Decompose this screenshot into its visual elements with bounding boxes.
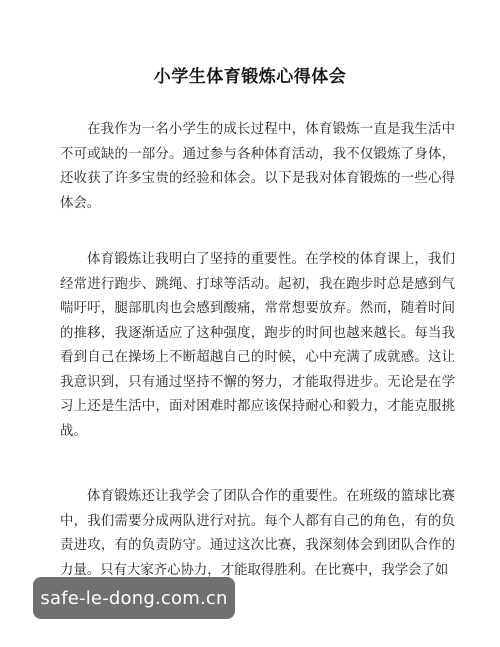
- paragraph-3: 体育锻炼还让我学会了团队合作的重要性。在班级的篮球比赛中，我们需要分成两队进行对抗。每个人都有自己的角色，有的负责进攻，有的负责防守。通过这次比赛，我深刻体会到团队合作的力量。只有大家齐心协力，才能取得胜利。在比赛中，我学会了如: [60, 489, 455, 578]
- watermark-text: safe-le-dong.com.cn: [40, 587, 228, 609]
- paragraph-1: 在我作为一名小学生的成长过程中，体育锻炼一直是我生活中不可或缺的一部分。通过参与各种体育活动，我不仅锻炼了身体，还收获了许多宝贵的经验和体会。以下是我对体育锻炼的一些心得体会。: [60, 122, 455, 211]
- document-title: 小学生体育锻炼心得体会: [153, 67, 347, 87]
- watermark-badge: [33, 577, 235, 619]
- paragraph-2: 体育锻炼让我明白了坚持的重要性。在学校的体育课上，我们经常进行跑步、跳绳、打球等活动。起初，我在跑步时总是感到气喘吁吁，腿部肌肉也会感到酸痛，常常想要放弃。然而，随着时间的推移，我逐渐适应了这种强度，跑步的时间也越来越长。每当我看到自己在操场上不断超越自己的时候，心中充满了成就感。这让我意识到，只有通过坚持不懈的努力，才能取得进步。无论是在学习上还是生活中，面对困难时都应该保持耐心和毅力，才能克服挑战。: [60, 252, 455, 439]
